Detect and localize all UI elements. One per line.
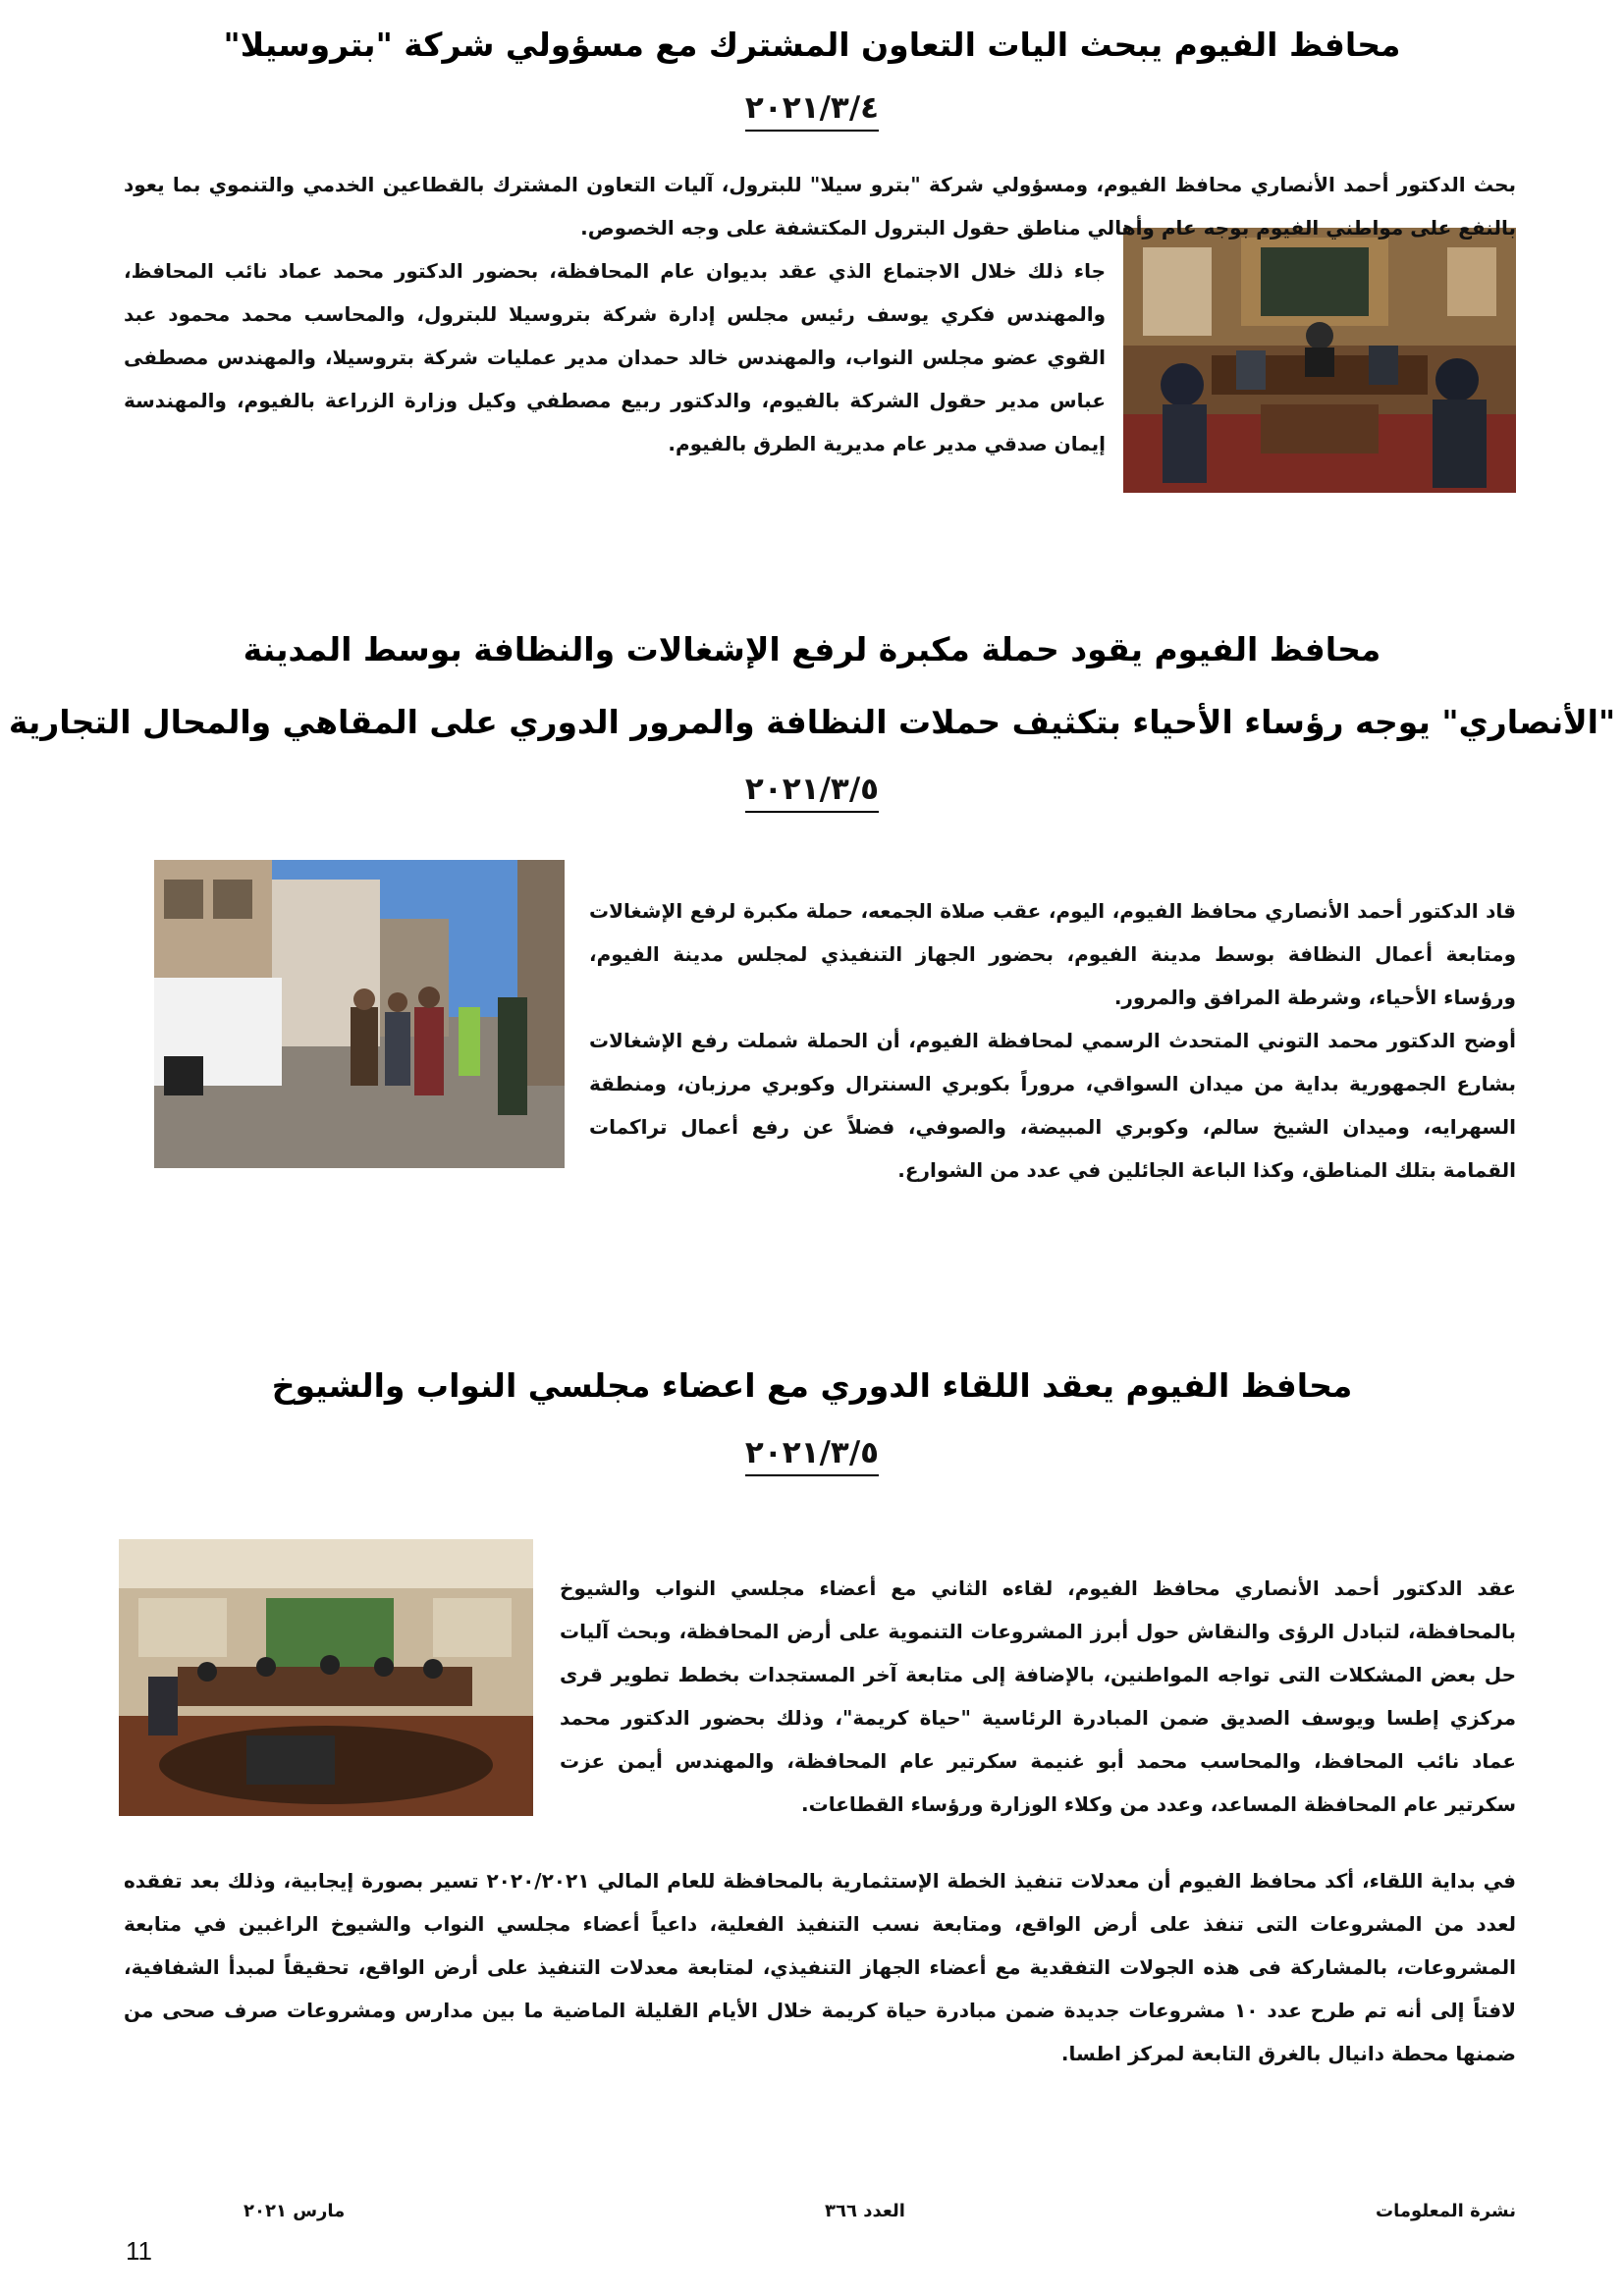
article-2-body [589, 889, 1516, 1192]
footer-month: مارس ٢٠٢١ [244, 2201, 346, 2221]
article-3-title: محافظ الفيوم يعقد اللقاء الدوري مع اعضاء مجلسي النواب والشيوخ [271, 1366, 1353, 1405]
article-3-body [560, 1567, 1516, 1826]
article-3-paragraph-2: في بداية اللقاء، أكد محافظ الفيوم أن معدلات تنفيذ الخطة الإستثمارية بالمحافظة للعام المالي ٢٠٢٠/٢٠٢١ تسير بصورة إيجابية، وذلك بعد تفقده لعدد من المشروعات التى تنفذ على أرض الواقع، ومتابعة نسب التنفيذ الفعلية، داعياً أعضاء مجلسي النواب والشيوخ الراغبين في متابعة المشروعات، بالمشاركة فى هذه الجولات التفقدية مع أعضاء الجهاز التنفيذي، لمتابعة معدلات التنفيذ على أرض الواقع، تحقيقاً لمبدأ الشفافية، لافتاً إلى أنه تم طرح عدد ١٠ مشروعات جديدة ضمن مبادرة حياة كريمة خلال الأيام القليلة الماضية ما بين مدارس ومشروعات صرف صحى من ضمنها محطة دانيال بالغرق التابعة لمركز اطسا. [124, 1869, 1516, 2065]
article-3-paragraph-1: عقد الدكتور أحمد الأنصاري محافظ الفيوم، لقاءه الثاني مع أعضاء مجلسي النواب والشيوخ بالمحافظة، لتبادل الرؤى والنقاش حول أبرز المشروعات التنموية على أرض المحافظة، وبحث آليات حل بعض المشكلات التى تواجه المواطنين، بالإضافة إلى متابعة آخر المستجدات بخطط تطوير قرى مركزي إطسا ويوسف الصديق ضمن المبادرة الرئاسية "حياة كريمة"، وذلك بحضور الدكتور محمد عماد نائب المحافظ، والمحاسب محمد أبو غنيمة سكرتير عام المحافظة، والمهندس أيمن عزت سكرتير عام المحافظة المساعد، وعدد من وكلاء الوزارة ورؤساء القطاعات. [560, 1576, 1516, 1816]
article-3-body-continued [124, 1859, 1516, 2075]
article-2-paragraph-2: أوضح الدكتور محمد التوني المتحدث الرسمي لمحافظة الفيوم، أن الحملة شملت رفع الإشغالات بشارع الجمهورية بداية من ميدان السواقي، مروراً بكوبري السنترال وكوبري مرزبان، ومنطقة السهرايه، وميدان الشيخ سالم، وكوبري المبيضة، والصوفي، فضلاً عن رفع أعمال تراكمات القمامة بتلك المناطق، وكذا الباعة الجائلين في عدد من الشوارع. [589, 1029, 1516, 1182]
article-2-date: ٢٠٢١/٣/٥ [745, 772, 879, 813]
article-2-paragraph-1: قاد الدكتور أحمد الأنصاري محافظ الفيوم، اليوم، عقب صلاة الجمعه، حملة مكبرة لرفع الإشغالات ومتابعة أعمال النظافة بوسط مدينة الفيوم، بحضور الجهاز التنفيذي لمجلس مدينة الفيوم، ورؤساء الأحياء، وشرطة المرافق والمرور. [589, 899, 1516, 1009]
article-1-title: محافظ الفيوم يبحث اليات التعاون المشترك مع مسؤولي شركة "بتروسيلا" [223, 26, 1401, 64]
article-2-photo-street-campaign [154, 860, 565, 1168]
article-2-title-line-2: "الأنصاري" يوجه رؤساء الأحياء بتكثيف حملات النظافة والمرور الدوري على المقاهي والمحال التجارية [8, 703, 1616, 741]
article-2-title-line-1: محافظ الفيوم يقود حملة مكبرة لرفع الإشغالات والنظافة بوسط المدينة [243, 630, 1381, 668]
page-number: 11 [126, 2236, 152, 2266]
article-1-body [124, 163, 1516, 249]
article-1-paragraph-1: بحث الدكتور أحمد الأنصاري محافظ الفيوم، ومسؤولي شركة "بترو سيلا" للبترول، آليات التعاون المشترك بالقطاعين الخدمي والتنموي بما يعود بالنفع على مواطني الفيوم بوجه عام وأهالي مناطق حقول البترول المكتشفة على وجه الخصوص. [124, 173, 1516, 240]
article-1-paragraph-2: جاء ذلك خلال الاجتماع الذي عقد بديوان عام المحافظة، بحضور الدكتور محمد عماد نائب المحافظ، والمهندس فكري يوسف رئيس مجلس إدارة شركة بتروسيلا للبترول، والمحاسب محمد محمود عبد القوي عضو مجلس النواب، والمهندس خالد حمدان مدير عمليات شركة بتروسيلا، والمهندس مصطفى عباس مدير حقول الشركة بالفيوم، والدكتور ربيع مصطفي وكيل وزارة الزراعة بالفيوم، والمهندسة إيمان صدقي مدير عام مديرية الطرق بالفيوم. [124, 259, 1106, 455]
footer-publication: نشرة المعلومات [1376, 2201, 1516, 2221]
article-1-photo-meeting [1123, 228, 1516, 493]
article-1-date: ٢٠٢١/٣/٤ [745, 90, 879, 132]
article-3-photo-council-meeting [119, 1539, 533, 1816]
article-1-body-continued [124, 249, 1106, 465]
footer-issue: العدد ٣٦٦ [825, 2201, 905, 2221]
article-3-date: ٢٠٢١/٣/٥ [745, 1435, 879, 1476]
